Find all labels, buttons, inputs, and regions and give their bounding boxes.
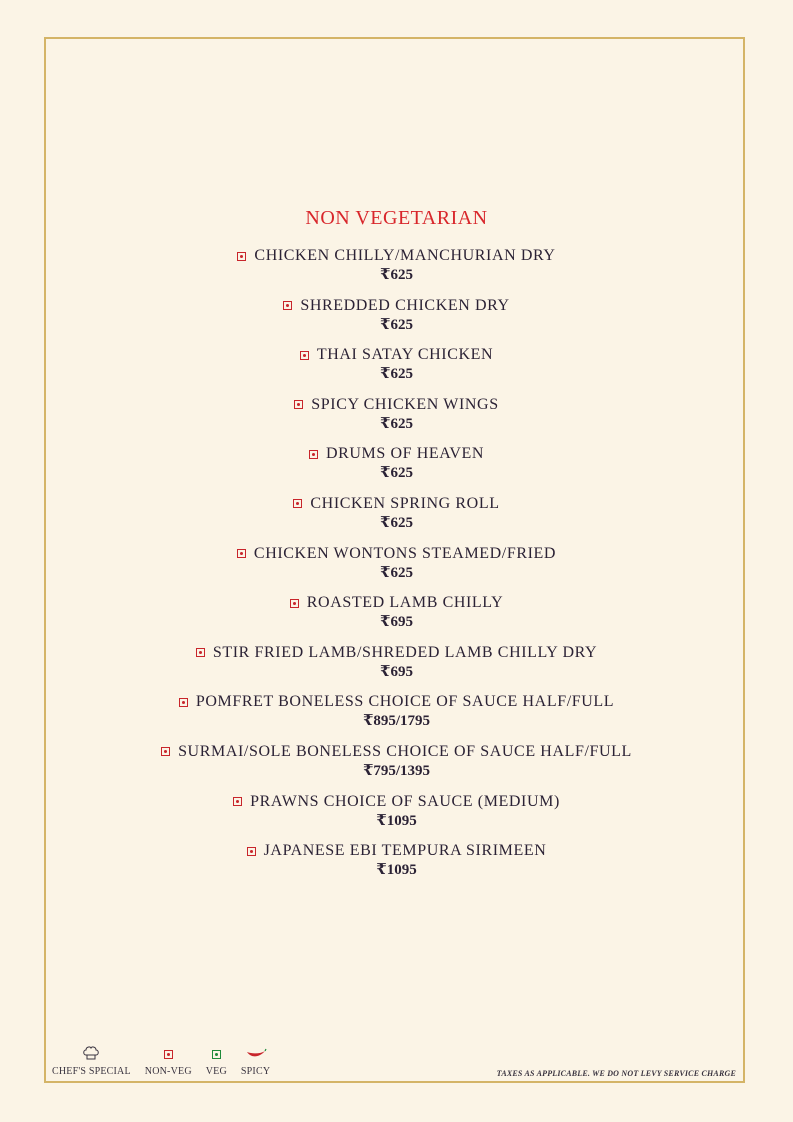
legend-chefs-special: CHEF'S SPECIAL — [52, 1046, 131, 1077]
menu-item — [0, 741, 793, 791]
non-veg-icon — [161, 747, 170, 756]
menu-list — [0, 245, 793, 890]
menu-item — [0, 295, 793, 345]
item-name: STIR FRIED LAMB/SHREDED LAMB CHILLY DRY — [212, 643, 598, 661]
item-name: SHREDDED CHICKEN DRY — [300, 296, 510, 314]
item-price: ₹895/1795 — [362, 713, 431, 730]
non-veg-icon — [237, 549, 246, 558]
non-veg-icon — [290, 599, 299, 608]
menu-item — [0, 691, 793, 741]
item-name: CHICKEN CHILLY/MANCHURIAN DRY — [254, 247, 556, 264]
non-veg-icon — [294, 400, 303, 409]
non-veg-icon — [293, 499, 302, 508]
non-veg-icon — [283, 301, 292, 310]
item-name: ROASTED LAMB CHILLY — [306, 594, 504, 612]
legend-non-veg: NON-VEG — [145, 1046, 192, 1077]
item-price: ₹695 — [380, 614, 413, 631]
non-veg-icon — [247, 847, 256, 856]
item-price: ₹795/1395 — [362, 762, 431, 779]
veg-icon — [212, 1050, 221, 1059]
non-veg-icon — [300, 351, 309, 360]
legend — [52, 1046, 284, 1077]
menu-item — [0, 394, 793, 444]
item-name: DRUMS OF HEAVEN — [325, 445, 485, 463]
legend-veg: VEG — [206, 1046, 227, 1077]
non-veg-icon — [233, 797, 242, 806]
menu-item — [0, 642, 793, 692]
item-name: CHICKEN WONTONS STEAMED/FRIED — [253, 544, 557, 562]
menu-item — [0, 245, 793, 295]
chef-hat-icon — [81, 1046, 101, 1062]
non-veg-icon — [196, 648, 205, 657]
item-price: ₹1095 — [376, 812, 417, 829]
item-price: ₹625 — [380, 415, 413, 432]
menu-item — [0, 443, 793, 493]
chilli-icon — [245, 1046, 267, 1062]
item-name: POMFRET BONELESS CHOICE OF SAUCE HALF/FULL — [195, 693, 615, 711]
menu-item — [0, 543, 793, 593]
item-price: ₹1095 — [376, 862, 417, 879]
item-name: JAPANESE EBI TEMPURA SIRIMEEN — [263, 842, 547, 860]
menu-item — [0, 791, 793, 841]
menu-item — [0, 592, 793, 642]
non-veg-icon — [164, 1050, 173, 1059]
menu-item — [0, 840, 793, 890]
item-name: SURMAI/SOLE BONELESS CHOICE OF SAUCE HALF/FULL — [178, 742, 632, 760]
section-title: NON VEGETARIAN — [305, 207, 488, 229]
item-name: SPICY CHICKEN WINGS — [311, 395, 499, 413]
item-price: ₹625 — [380, 316, 413, 333]
item-price: ₹695 — [380, 663, 413, 680]
menu-item — [0, 493, 793, 543]
non-veg-icon — [309, 450, 318, 459]
item-price: ₹625 — [380, 465, 413, 482]
item-price: ₹625 — [380, 267, 413, 283]
menu-item — [0, 344, 793, 394]
footer-note: TAXES AS APPLICABLE. WE DO NOT LEVY SERVICE CHARGE — [496, 1069, 736, 1078]
item-name: THAI SATAY CHICKEN — [316, 346, 494, 364]
non-veg-icon — [237, 252, 246, 261]
item-price: ₹625 — [380, 366, 413, 383]
item-price: ₹625 — [380, 564, 413, 581]
item-name: PRAWNS CHOICE OF SAUCE (MEDIUM) — [250, 792, 560, 810]
item-name: CHICKEN SPRING ROLL — [310, 494, 500, 512]
item-price: ₹625 — [380, 514, 413, 531]
legend-spicy: SPICY — [241, 1046, 270, 1077]
non-veg-icon — [179, 698, 188, 707]
